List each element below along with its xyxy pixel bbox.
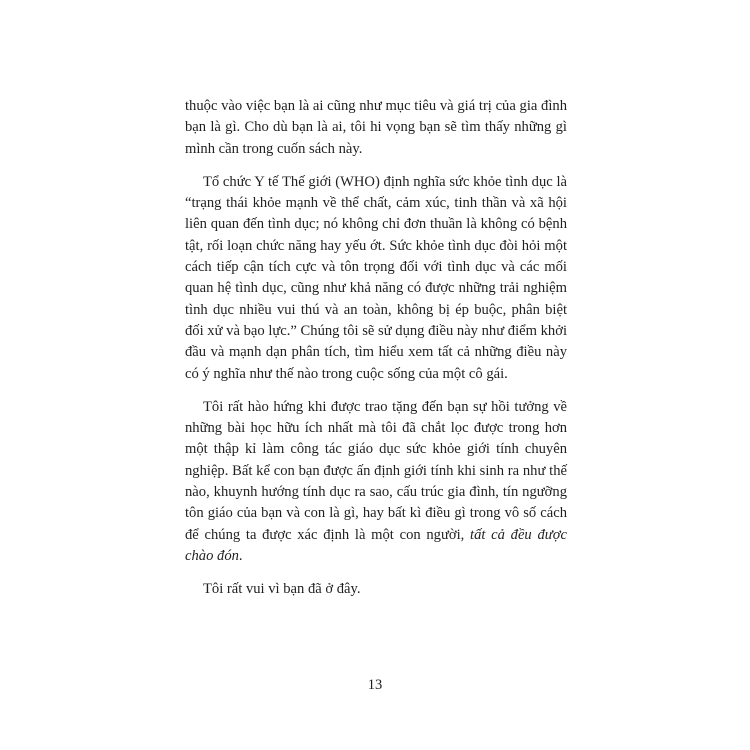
paragraph-text: Tôi rất vui vì bạn đã ở đây.: [203, 581, 361, 598]
paragraph-continuation: [185, 96, 567, 160]
paragraph-tail: .: [238, 547, 243, 564]
body-text: [185, 96, 567, 601]
paragraph-emphasis: tất cả đều được chào đón: [185, 526, 567, 564]
paragraph-text: Tôi rất hào hứng khi được trao tặng đến bạn sự hồi tưởng về những bài học hữu ích nhất mà tôi đã chắt lọc được trong hơn một thập kỉ làm công tác giáo dục sức khỏe giới tính chuyên nghiệp. Bất kể con bạn được ấn định giới tính khi sinh ra như thế nào, khuynh hướng tính dục ra sao, cấu trúc gia đình, tín ngưỡng tôn giáo của bạn và con là gì, hay bất kì điều gì trong vô số cách để chúng ta được xác định là một con người,: [185, 398, 567, 543]
paragraph-lessons: [185, 397, 567, 567]
paragraph-text: thuộc vào việc bạn là ai cũng như mục tiêu và giá trị của gia đình bạn là gì. Cho dù bạn là ai, tôi hi vọng bạn sẽ tìm thấy những gì mình cần trong cuốn sách này.: [185, 98, 567, 157]
paragraph-welcome: [185, 579, 567, 600]
page-number: 13: [367, 677, 383, 693]
paragraph-text: Tổ chức Y tế Thế giới (WHO) định nghĩa sức khỏe tình dục là “trạng thái khỏe mạnh về thể chất, cảm xúc, tinh thần và xã hội liên quan đến tình dục; nó không chỉ đơn thuần là không có bệnh tật, rối loạn chức năng hay yếu ớt. Sức khỏe tình dục đòi hỏi một cách tiếp cận tích cực và tôn trọng đối với tình dục và các mối quan hệ tình dục, cũng như khả năng có được những trải nghiệm tình dục nhiều vui thú và an toàn, không bị ép buộc, phân biệt đối xử và bạo lực.” Chúng tôi sẽ sử dụng điều này như điểm khởi đầu và mạnh dạn phân tích, tìm hiểu xem tất cả những điều này có ý nghĩa như thế nào trong cuộc sống của một cô gái.: [185, 173, 567, 382]
paragraph-who-definition: [185, 172, 567, 385]
